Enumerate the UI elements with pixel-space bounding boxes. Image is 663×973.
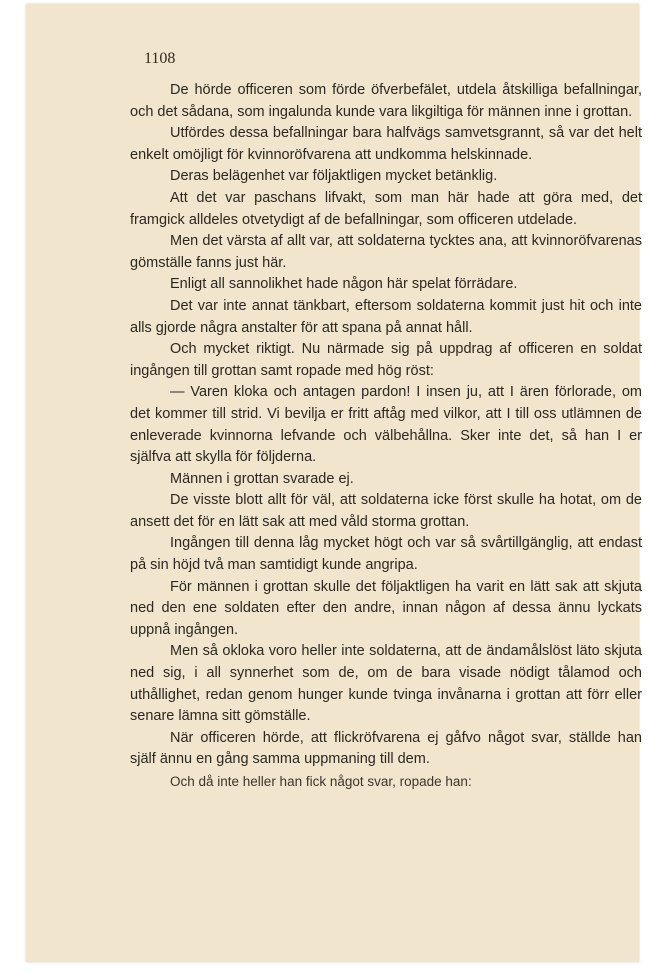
paragraph: Det var inte annat tänkbart, eftersom soldaterna kommit just hit och inte alls gjorde några anstalter för att spana på annat håll.	[130, 297, 642, 336]
paragraph: Men så okloka voro heller inte soldaterna, att de ändamålslöst läto skjuta ned sig, i all synnerhet som de, om de bara visade nödigt tålamod och uthållighet, redan genom hunger kunde tvinga invånarna i grottan att förr eller senare lämna sitt gömställe.	[130, 643, 642, 725]
paragraph: När officeren hörde, att flickröfvarena ej gåfvo något svar, ställde han själf ännu en gång samma uppmaning till dem.	[130, 729, 642, 768]
page-number: 1108	[144, 50, 176, 67]
paragraph: Ingången till denna låg mycket högt och var så svårtillgänglig, att endast på sin höjd två man samtidigt kunde angripa.	[130, 535, 642, 574]
book-page	[26, 4, 642, 962]
paragraph: Enligt all sannolikhet hade någon här spelat förrädare.	[170, 276, 518, 293]
paragraph: De visste blott allt för väl, att soldaterna icke först skulle ha hotat, om de ansett det för en lätt sak att med våld storma grottan.	[130, 492, 642, 530]
paragraph: Deras belägenhet var följaktligen mycket betänklig.	[170, 168, 498, 185]
paragraph: — Varen kloka och antagen pardon! I insen ju, att I ären förlorade, om det kommer till strid. Vi bevilja er fritt aftåg med vilkor, att I till oss utlämnen de enleverade kvinnorna lefvande och välbehållna. Sker inte det, så han I er själfva att skylla för följderna.	[130, 384, 642, 466]
paragraph: Och mycket riktigt. Nu närmade sig på uppdrag af officeren en soldat ingången till grottan samt ropade med hög röst:	[130, 341, 642, 379]
paragraph: Utfördes dessa befallningar bara halfvägs samvetsgrannt, så var det helt enkelt omöjligt för kvinnoröfvarena att undkomma helskinnade.	[130, 125, 642, 163]
paragraph: Att det var paschans lifvakt, som man här hade att göra med, det framgick alldeles otvetydigt af de befallningar, som officeren utdelade.	[130, 189, 642, 228]
paragraph: Männen i grottan svarade ej.	[170, 470, 354, 487]
paragraph: Men det värsta af allt var, att soldaterna tycktes ana, att kvinnoröfvarenas gömställe fanns just här.	[130, 233, 642, 271]
paragraph: För männen i grottan skulle det följaktligen ha varit en lätt sak att skjuta ned den ene soldaten efter den andre, innan någon af dessa ännu lyckats uppnå ingången.	[130, 578, 642, 638]
paragraph: Och då inte heller han fick något svar, ropade han:	[170, 774, 472, 789]
paragraph: De hörde officeren som förde öfverbefälet, utdela åtskilliga befallningar, och det sådana, som ingalunda kunde vara likgiltiga för männen inne i grottan.	[130, 82, 642, 120]
body-text	[130, 80, 642, 793]
